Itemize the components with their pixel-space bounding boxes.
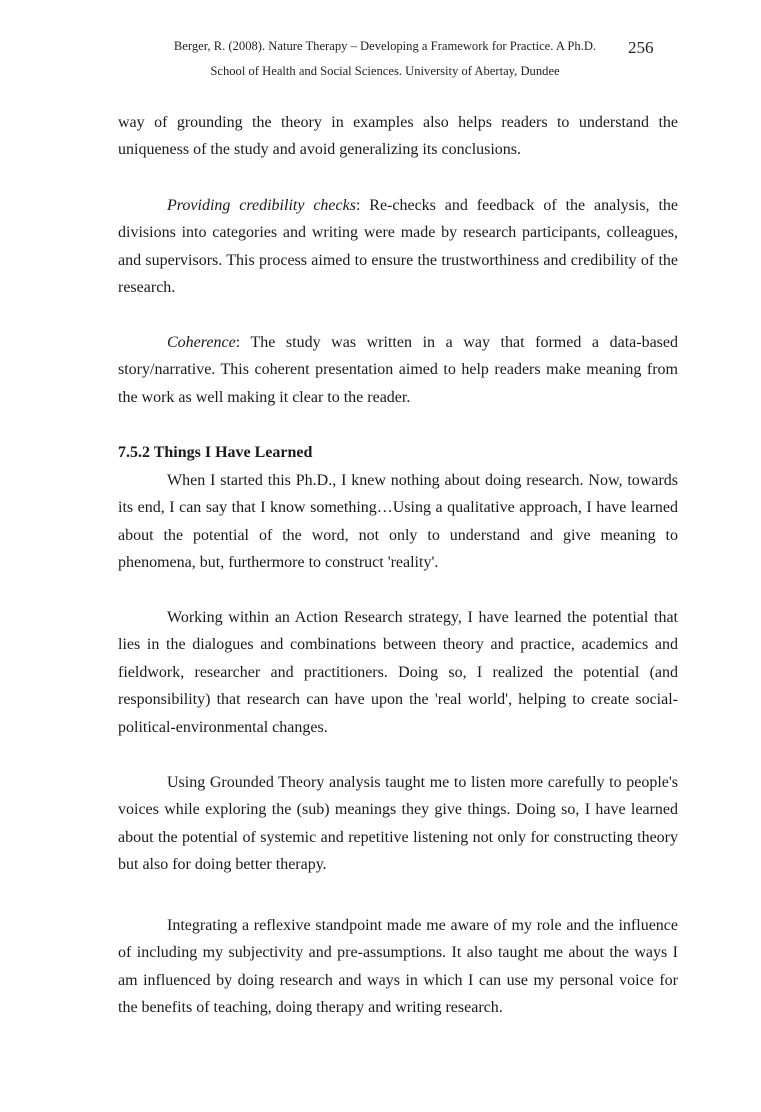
running-header-institution: School of Health and Social Sciences. University of Abertay, Dundee <box>210 64 560 78</box>
running-header-citation: Berger, R. (2008). Nature Therapy – Developing a Framework for Practice. A Ph.D. <box>173 39 597 53</box>
section-heading: 7.5.2 Things I Have Learned <box>118 444 313 461</box>
paragraph-coherence <box>118 329 678 411</box>
coherence-text: : The study was written in a way that formed a data-based story/narrative. This coherent presentation aimed to help readers make meaning from the work as well making it clear to the reader. <box>118 334 678 406</box>
credibility-checks-text: : Re-checks and feedback of the analysis, the divisions into categories and writing were made by research participants, colleagues, and supervisors. This process aimed to ensure the trustworthiness and credibility of the research. <box>118 197 678 297</box>
term-credibility-checks: Providing credibility checks <box>167 197 356 214</box>
paragraph-reflexive-standpoint: Integrating a reflexive standpoint made me aware of my role and the influence of including my subjectivity and pre-assumptions. It also taught me about the ways I am influenced by doing research and ways in which I can use my personal voice for the benefits of teaching, doing therapy and writing research. <box>118 917 678 1017</box>
page-number: 256 <box>628 38 654 57</box>
term-coherence: Coherence <box>167 334 236 351</box>
paragraph-action-research: Working within an Action Research strategy, I have learned the potential that lies in the dialogues and combinations between theory and practice, academics and fieldwork, researcher and practitioners. Doing so, I realized the potential (and responsibility) that research can have upon the 'real world', helping to create social-political-environmental changes. <box>118 609 678 736</box>
paragraph-qualitative-approach: When I started this Ph.D., I knew nothing about doing research. Now, towards its end, I can say that I know something…Using a qualitative approach, I have learned about the potential of the word, not only to understand and give meaning to phenomena, but, furthermore to construct 'reality'. <box>118 472 678 572</box>
paragraph-grounding-theory: way of grounding the theory in examples also helps readers to understand the uniqueness of the study and avoid generalizing its conclusions. <box>118 114 678 159</box>
paragraph-credibility-checks <box>118 192 678 302</box>
paragraph-grounded-theory: Using Grounded Theory analysis taught me to listen more carefully to people's voices while exploring the (sub) meanings they give things. Doing so, I have learned about the potential of systemic and repetitive listening not only for constructing theory but also for doing better therapy. <box>118 774 678 874</box>
